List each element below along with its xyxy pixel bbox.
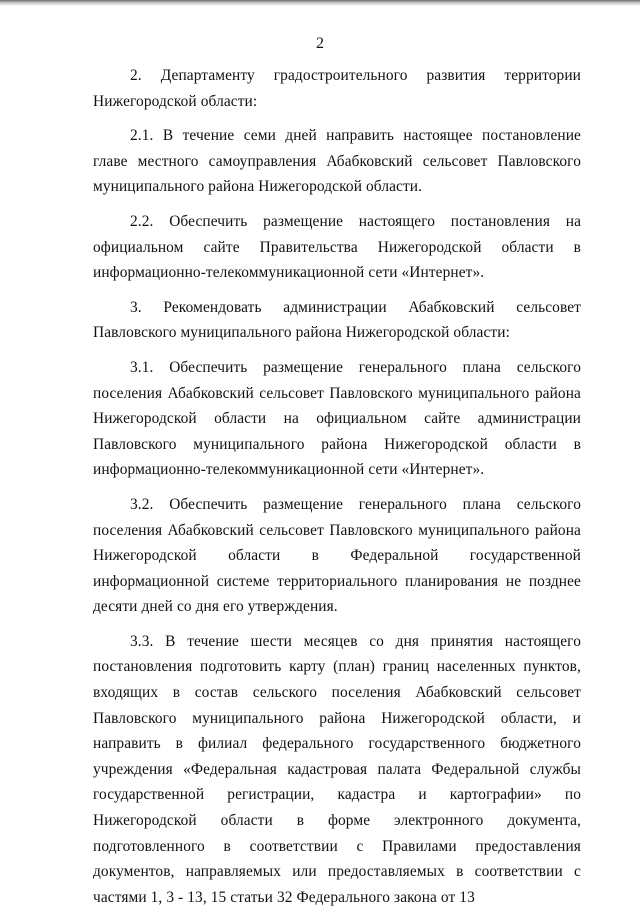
paragraph-3-1: 3.1. Обеспечить размещение генерального плана сельского поселения Абабковский сельсовет Павловского муниципального района Нижегородской области на официальном сайте администрации Павловского муниципального района Нижегородской области в информационно-телекоммуникационной сети «Интернет». xyxy=(93,358,581,479)
paragraph-2-1: 2.1. В течение семи дней направить настоящее постановление главе местного самоуправления Абабковский сельсовет Павловского муниципального района Нижегородской области. xyxy=(93,127,581,196)
scan-top-edge xyxy=(0,0,640,6)
paragraph-2-2: 2.2. Обеспечить размещение настоящего постановления на официальном сайте Правительства Нижегородской области в информационно-телекоммуникационной сети «Интернет». xyxy=(93,212,581,282)
paragraph-3-3: 3.3. В течение шести месяцев со дня принятия настоящего постановления подготовить карту (план) границ населенных пунктов, входящих в состав сельского поселения Абабковский сельсовет Павловского муниципального района Нижегородской области, и направить в филиал федерального государственного бюджетного учреждения «Федеральная кадастровая палата Федеральной службы государственной регистрации, кадастра и картографии» по Нижегородской области в форме электронного документа, подготовленного в соответствии с Правилами предоставления документов, направляемых или предоставляемых в соответствии с частями 1, 3 - 13, 15 статьи 32 Федерального закона от 13 xyxy=(93,632,581,906)
paragraph-3-2: 3.2. Обеспечить размещение генерального плана сельского поселения Абабковский сельсовет Павловского муниципального района Нижегородской области в Федеральной государственной информационной системе территориального планирования не позднее десяти дней со дня его утверждения. xyxy=(93,495,581,616)
paragraph-3: 3. Рекомендовать администрации Абабковский сельсовет Павловского муниципального района Нижегородской области: xyxy=(93,298,581,342)
paragraph-2: 2. Департаменту градостроительного развития территории Нижегородской области: xyxy=(93,67,581,110)
document-body xyxy=(93,63,581,919)
page-number: 2 xyxy=(316,35,324,52)
